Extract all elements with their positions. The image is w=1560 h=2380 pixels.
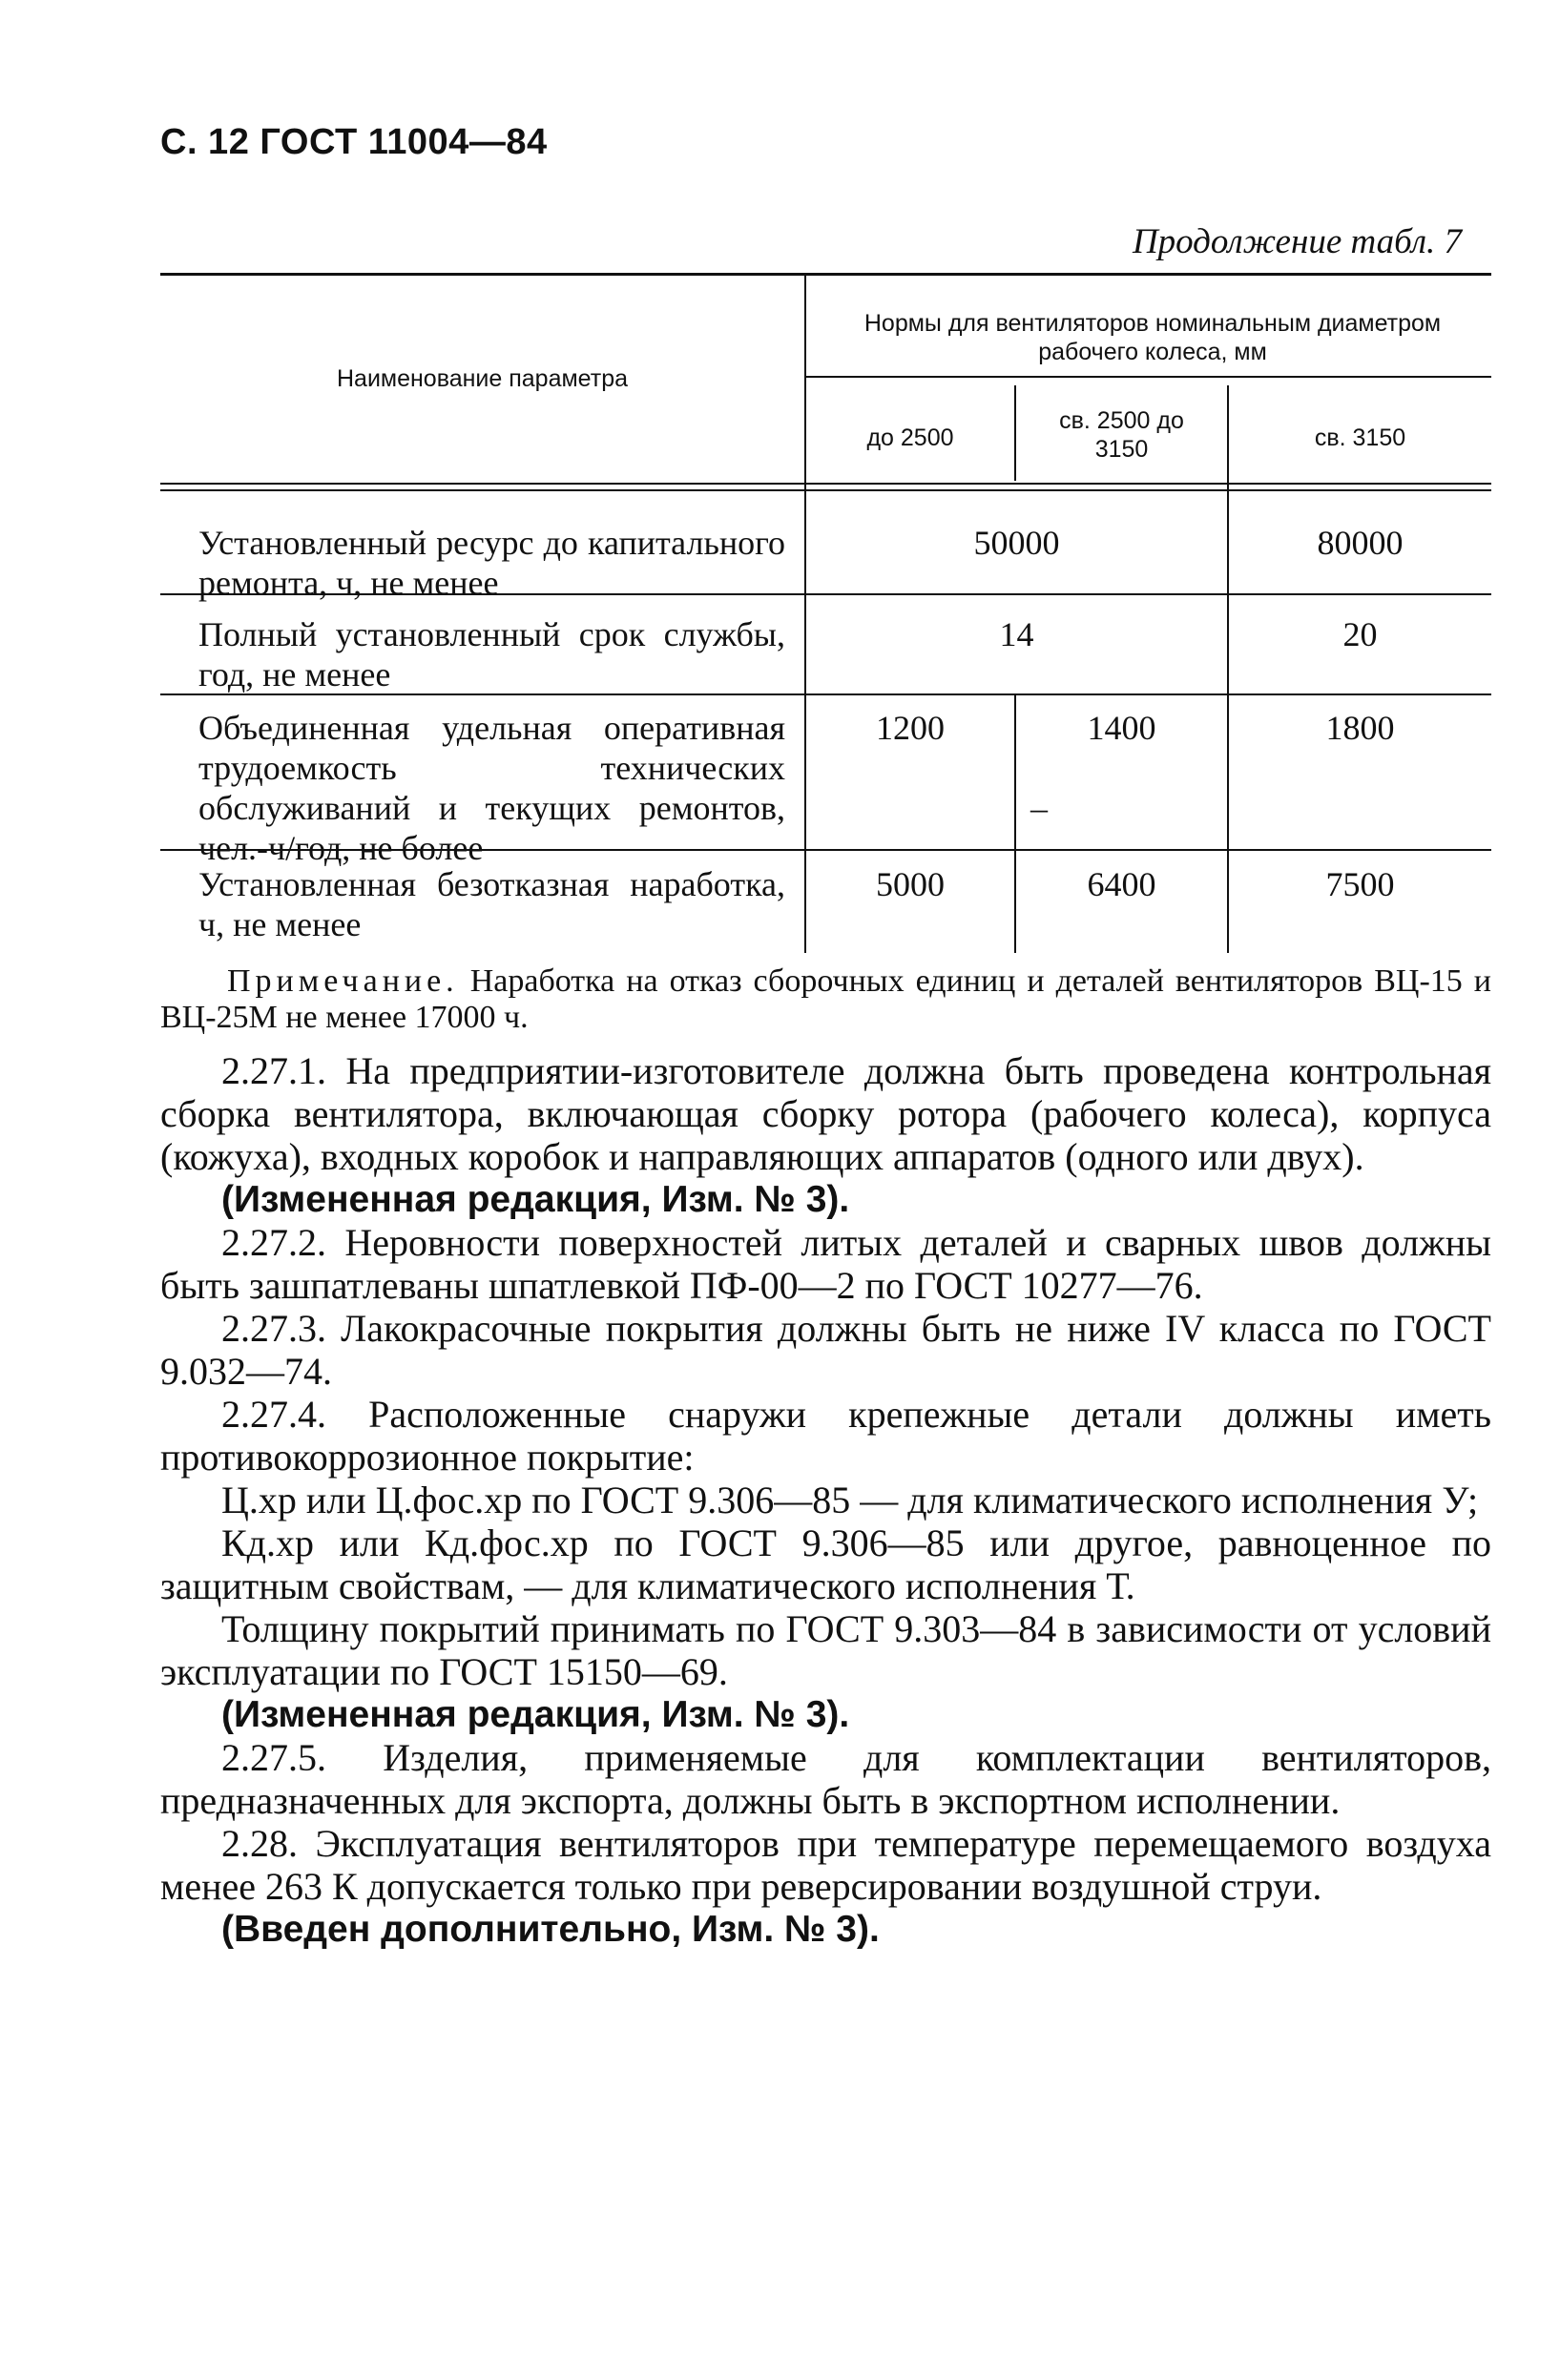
subheader-up-to-2500: до 2500 bbox=[866, 424, 954, 451]
row-value-merged: 50000 bbox=[973, 524, 1060, 562]
amendment-note: (Измененная редакция, Изм. № 3). bbox=[221, 1694, 850, 1735]
amendment-note: (Измененная редакция, Изм. № 3). bbox=[221, 1179, 850, 1220]
row-param: Полный установленный срок службы, год, не менее bbox=[198, 615, 785, 693]
table-note bbox=[160, 963, 1491, 1036]
paragraph: Ц.хр или Ц.фос.хр по ГОСТ 9.306—85 — для климатического исполнения У; bbox=[221, 1479, 1479, 1521]
row-value: 20 bbox=[1342, 615, 1378, 653]
norms-header-divider bbox=[806, 376, 1491, 378]
row-value: 1200 bbox=[876, 709, 945, 747]
row-value: 1800 bbox=[1325, 709, 1395, 747]
subheader-2500-3150: св. 2500 до 3150 bbox=[1059, 407, 1184, 463]
table-top-rule bbox=[160, 273, 1491, 276]
row-value: 1400 bbox=[1087, 709, 1156, 747]
subheader-over-3150: св. 3150 bbox=[1314, 424, 1406, 451]
note-text: Наработка на отказ сборочных единиц и деталей вентиляторов ВЦ-15 и ВЦ-25М не менее 17000 ч. bbox=[160, 963, 1491, 1035]
row-value-mark: – bbox=[1030, 789, 1048, 827]
row-param: Установленная безотказная наработка, ч, не менее bbox=[198, 865, 785, 943]
paragraph: 2.27.1. На предприятии-изготовителе должна быть проведена контрольная сборка вентилятора, включающая сборку ротора (рабочего колеса), корпуса (кожуха), входных коробок и направляющих аппаратов (одного или двух). bbox=[160, 1049, 1491, 1178]
row-value: 6400 bbox=[1087, 865, 1156, 903]
note-label: Примечание. bbox=[227, 963, 459, 999]
paragraph: 2.27.5. Изделия, применяемые для комплектации вентиляторов, предназначенных для экспорта, должны быть в экспортном исполнении. bbox=[160, 1736, 1491, 1822]
row-param: Установленный ресурс до капитального ремонта, ч, не менее bbox=[198, 524, 785, 602]
row-value: 5000 bbox=[876, 865, 945, 903]
paragraph: 2.27.4. Расположенные снаружи крепежные детали должны иметь противокоррозионное покрытие: bbox=[160, 1393, 1491, 1479]
page-header: С. 12 ГОСТ 11004—84 bbox=[160, 122, 548, 162]
norms-column-header: Нормы для вентиляторов номинальным диаметром рабочего колеса, мм bbox=[863, 310, 1442, 365]
row-value: 7500 bbox=[1325, 865, 1395, 903]
row-value-merged: 14 bbox=[999, 615, 1034, 653]
column-divider bbox=[804, 273, 806, 953]
table-continuation-label: Продолжение табл. 7 bbox=[1132, 222, 1462, 261]
row-param: Объединенная удельная оперативная трудоемкость технических обслуживаний и текущих ремонтов, чел.-ч/год, не более bbox=[198, 709, 785, 867]
row-value: 80000 bbox=[1317, 524, 1404, 562]
paragraph: 2.27.2. Неровности поверхностей литых деталей и сварных швов должны быть зашпатлеваны шпатлевкой ПФ-00—2 по ГОСТ 10277—76. bbox=[160, 1221, 1491, 1307]
header-double-rule-1 bbox=[160, 483, 1491, 485]
amendment-note: (Введен дополнительно, Изм. № 3). bbox=[221, 1909, 880, 1950]
body-text bbox=[160, 963, 1491, 1951]
paragraph: Толщину покрытий принимать по ГОСТ 9.303—84 в зависимости от условий эксплуатации по ГОСТ 15150—69. bbox=[160, 1607, 1491, 1693]
column-divider bbox=[1014, 385, 1016, 481]
header-double-rule-2 bbox=[160, 489, 1491, 491]
paragraph: 2.28. Эксплуатация вентиляторов при температуре перемещаемого воздуха менее 263 К допускается только при реверсировании воздушной струи. bbox=[160, 1822, 1491, 1908]
param-column-header: Наименование параметра bbox=[336, 365, 629, 392]
paragraph: Кд.хр или Кд.фос.хр по ГОСТ 9.306—85 или другое, равноценное по защитным свойствам, — для климатического исполнения Т. bbox=[160, 1521, 1491, 1607]
paragraph: 2.27.3. Лакокрасочные покрытия должны быть не ниже IV класса по ГОСТ 9.032—74. bbox=[160, 1307, 1491, 1393]
